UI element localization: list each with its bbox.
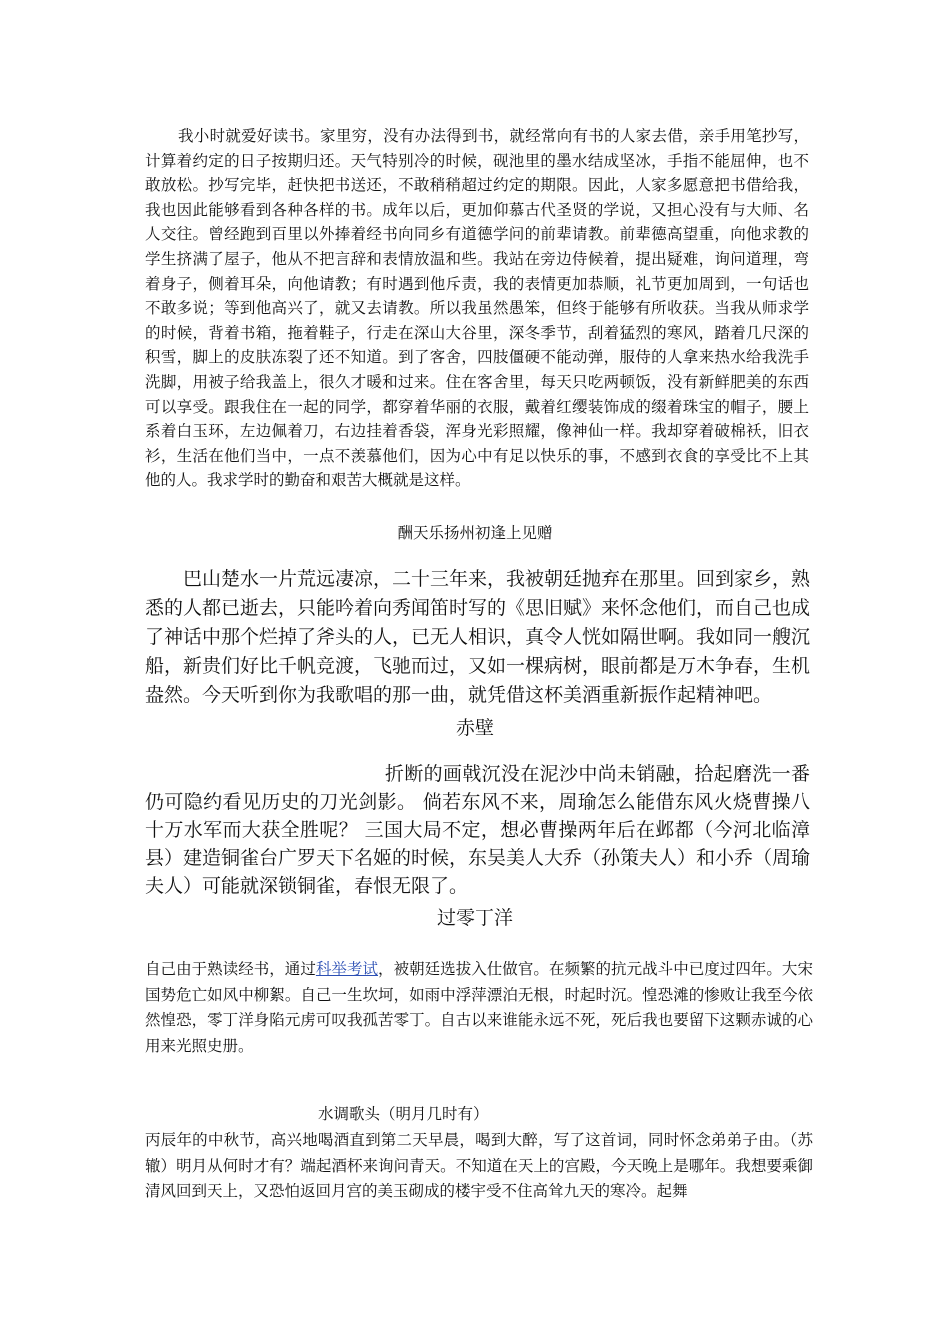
title-liu-yuxi-poem: 酬天乐扬州初逢上见赠 bbox=[397, 524, 553, 542]
passage-text-after-link: ，被朝廷选拔入仕做官。在频繁的抗元战斗中已度过四年。大宋国势危亡如风中柳絮。自己一生坎坷，如雨中浮萍漂泊无根，时起时沉。惶恐滩的惨败让我至今依然惶恐，零丁洋身陷元虏可叹我孤苦零丁。自古以来谁能永远不死，死后我也要留下这颗赤诚的心用来光照史册。 bbox=[145, 960, 813, 1055]
title-guo-lingding-yang: 过零丁洋 bbox=[436, 907, 513, 929]
passage-study-diligence: 我小时就爱好读书。家里穷，没有办法得到书，就经常向有书的人家去借，亲手用笔抄写，计算着约定的日子按期归还。天气特别冷的时候，砚池里的墨水结成坚冰，手指不能屈伸，也不敢放松。抄写完毕，赶快把书送还，不敢稍稍超过约定的期限。因此，人家多愿意把书借给我，我也因此能够看到各种各样的书。成年以后，更加仰慕古代圣贤的学说，又担心没有与大师、名人交往。曾经跑到百里以外捧着经书向同乡有道德学问的前辈请教。前辈德高望重，向他求教的学生挤满了屋子，他从不把言辞和表情放温和些。我站在旁边侍候着，提出疑难，询问道理，弯着身子，侧着耳朵，向他请教；有时遇到他斥责，我的表情更加恭顺，礼节更加周到，一句话也不敢多说；等到他高兴了，就又去请教。所以我虽然愚笨，但终于能够有所收获。当我从师求学的时候，背着书箱，拖着鞋子，行走在深山大谷里，深冬季节，刮着猛烈的寒风，踏着几尺深的积雪，脚上的皮肤冻裂了还不知道。到了客舍，四肢僵硬不能动弹，服侍的人拿来热水给我洗手洗脚，用被子给我盖上，很久才暖和过来。住在客舍里，每天只吃两顿饭，没有新鲜肥美的东西可以享受。跟我住在一起的同学，都穿着华丽的衣服，戴着红缨装饰成的缀着珠宝的帽子，腰上系着白玉环，左边佩着刀，右边挂着香袋，浑身光彩照耀，像神仙一样。我却穿着破棉袄，旧衣衫，生活在他们当中，一点不羡慕他们，因为心中有足以快乐的事，不感到衣食的享受比不上其他的人。我求学时的勤奋和艰苦大概就是这样。 bbox=[145, 127, 809, 490]
passage-liu-yuxi-translation: 巴山楚水一片荒远凄凉，二十三年来，我被朝廷抛弃在那里。回到家乡，熟悉的人都已逝去，只能吟着向秀闻笛时写的《思旧赋》来怀念他们，而自己也成了神话中那个烂掉了斧头的人，已无人相识，真令人恍如隔世啊。我如同一艘沉船，新贵们好比千帆竞渡，飞驰而过，又如一棵病树，眼前都是万木争春，生机盎然。今天听到你为我歌唱的那一曲，就凭借这杯美酒重新振作起精神吧。 bbox=[145, 568, 811, 706]
passage-guo-lingding-yang-translation bbox=[145, 957, 813, 1059]
passage-chibi-translation: 折断的画戟沉没在泥沙中尚未销融，拾起磨洗一番仍可隐约看见历史的刀光剑影。 倘若东风不来，周瑜怎么能借东风火烧曹操八十万水军而大获全胜呢？ 三国大局不定，想必曹操两年后在邺都（今河北临漳县）建造铜雀台广罗天下名姬的时候，东吴美人大乔（孙策夫人）和小乔（周瑜夫人）可能就深锁铜雀，春恨无限了。 bbox=[145, 763, 811, 897]
title-shuidiao-getou: 水调歌头（明月几时有） bbox=[318, 1105, 489, 1123]
passage-text-before-link: 自己由于熟读经书，通过 bbox=[145, 960, 316, 978]
title-chibi: 赤壁 bbox=[455, 717, 494, 739]
keju-exam-link[interactable]: 科举考试 bbox=[315, 960, 379, 978]
passage-shuidiao-getou-translation: 丙辰年的中秋节，高兴地喝酒直到第二天早晨，喝到大醉，写了这首词，同时怀念弟弟子由。（苏辙）明月从何时才有？端起酒杯来询问青天。不知道在天上的宫殿，今天晚上是哪年。我想要乘御清风回到天上，又恐怕返回月宫的美玉砌成的楼宇受不住高耸九天的寒冷。起舞 bbox=[145, 1131, 813, 1200]
